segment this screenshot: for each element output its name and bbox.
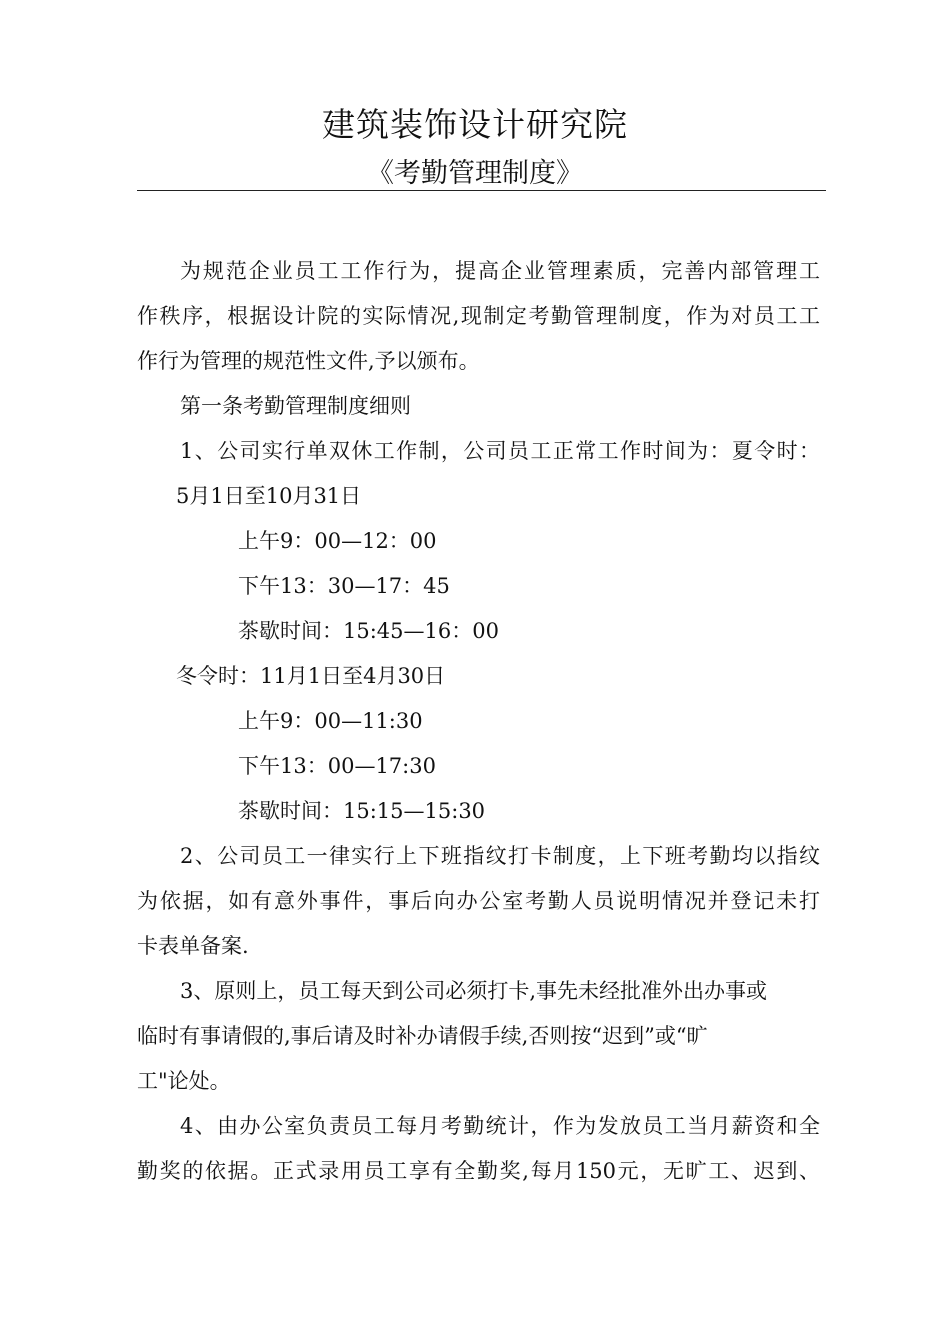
item-4-line-2: 勤奖的依据。正式录用员工享有全勤奖,每月150元，无旷工、迟到、 xyxy=(137,1159,820,1183)
item-1-line-2: 5月1日至10月31日 xyxy=(176,484,362,508)
item-2-line-1: 2、公司员工一律实行上下班指纹打卡制度，上下班考勤均以指纹 xyxy=(180,844,820,868)
title-divider xyxy=(137,190,826,191)
paragraph-intro-line-2: 作秩序，根据设计院的实际情况,现制定考勤管理制度，作为对员工工 xyxy=(137,304,820,328)
summer-afternoon-hours: 下午13：30—17：45 xyxy=(238,574,450,598)
summer-morning-hours: 上午9：00—12：00 xyxy=(238,529,437,553)
item-3-line-1: 3、原则上，员工每天到公司必须打卡,事先未经批准外出办事或 xyxy=(180,979,768,1003)
winter-afternoon-hours: 下午13：00—17:30 xyxy=(238,754,436,778)
item-3-line-3: 工"论处。 xyxy=(137,1069,231,1093)
item-2-line-2: 为依据，如有意外事件，事后向办公室考勤人员说明情况并登记未打 xyxy=(137,889,820,913)
item-3-line-2: 临时有事请假的,事后请及时补办请假手续,否则按“迟到”或“旷 xyxy=(137,1024,708,1048)
winter-tea-break: 茶歇时间：15:15—15:30 xyxy=(238,799,486,823)
winter-morning-hours: 上午9：00—11:30 xyxy=(238,709,423,733)
paragraph-intro-line-3: 作行为管理的规范性文件,予以颁布。 xyxy=(137,349,480,373)
winter-period: 冬令时：11月1日至4月30日 xyxy=(176,664,446,688)
summer-tea-break: 茶歇时间：15:45—16：00 xyxy=(238,619,499,643)
paragraph-intro-line-1: 为规范企业员工工作行为，提高企业管理素质，完善内部管理工 xyxy=(180,259,820,283)
document-subtitle: 《考勤管理制度》 xyxy=(367,158,583,189)
item-1-line-1: 1、公司实行单双休工作制，公司员工正常工作时间为：夏令时： xyxy=(180,439,820,463)
document-title: 建筑装饰设计研究院 xyxy=(322,105,628,144)
item-4-line-1: 4、由办公室负责员工每月考勤统计，作为发放员工当月薪资和全 xyxy=(180,1114,820,1138)
item-2-line-3: 卡表单备案. xyxy=(137,934,249,958)
article-1-heading: 第一条考勤管理制度细则 xyxy=(180,394,411,418)
